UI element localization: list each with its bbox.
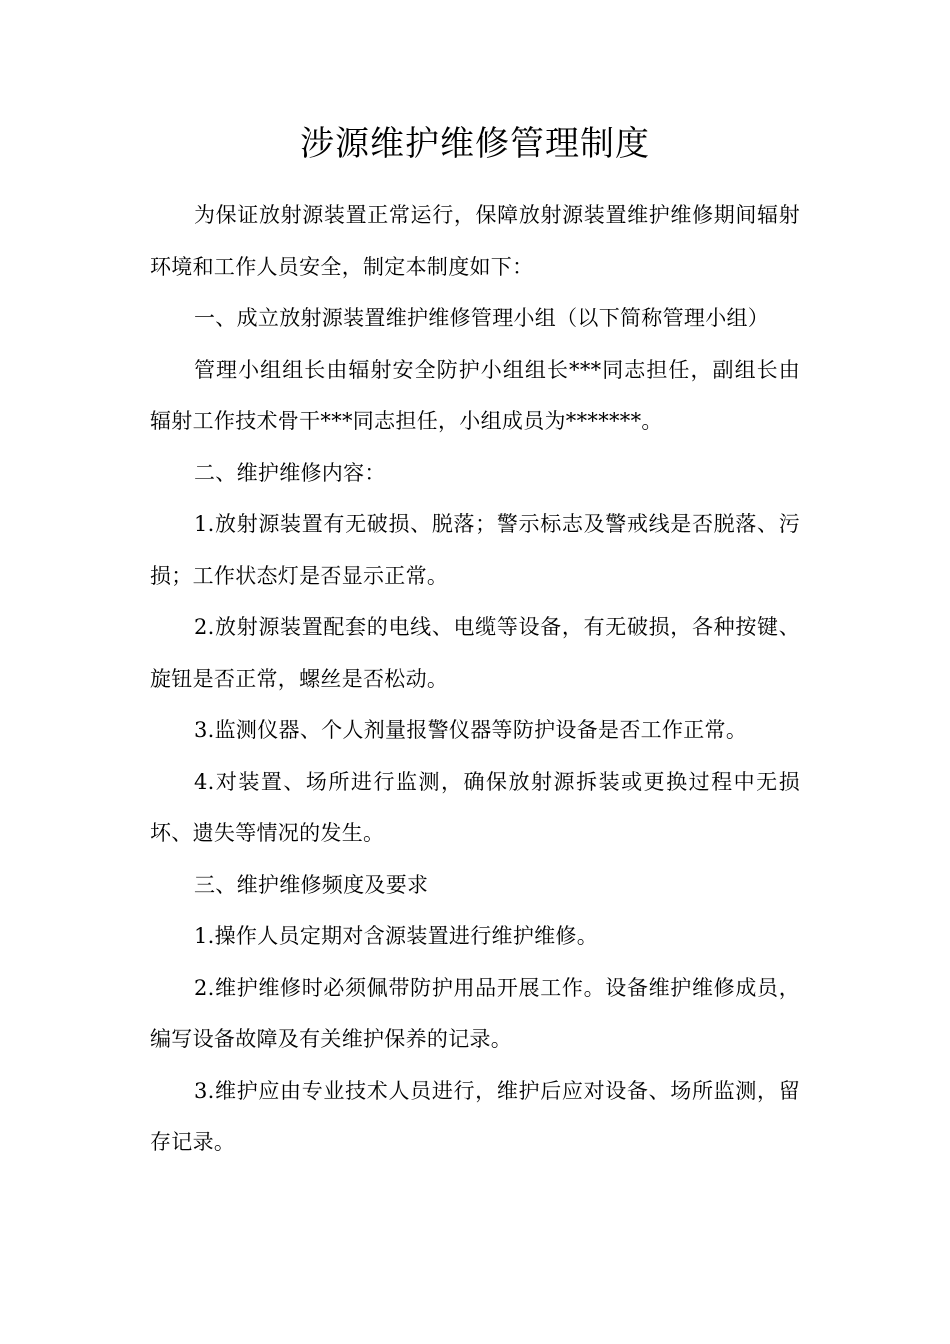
list-item: 3.维护应由专业技术人员进行，维护后应对设备、场所监测，留存记录。 xyxy=(150,1078,800,1154)
paragraph-group-members: 管理小组组长由辐射安全防护小组组长***同志担任，副组长由辐射工作技术骨干***同志担任，小组成员为*******。 xyxy=(150,357,800,433)
document-title: 涉源维护维修管理制度 xyxy=(300,124,650,164)
document-body xyxy=(150,190,800,1169)
list-item: 1.操作人员定期对含源装置进行维护维修。 xyxy=(194,924,599,948)
list-item: 2.放射源装置配套的电线、电缆等设备，有无破损，各种按键、旋钮是否正常，螺丝是否松动。 xyxy=(150,615,800,691)
section-heading-1: 一、成立放射源装置维护维修管理小组（以下简称管理小组） xyxy=(194,306,770,330)
section-heading-3: 三、维护维修频度及要求 xyxy=(194,872,429,897)
section-heading-2: 二、维护维修内容： xyxy=(194,460,386,485)
list-item: 1.放射源装置有无破损、脱落；警示标志及警戒线是否脱落、污损；工作状态灯是否显示正常。 xyxy=(150,512,800,588)
list-item: 4.对装置、场所进行监测，确保放射源拆装或更换过程中无损坏、遗失等情况的发生。 xyxy=(150,769,800,845)
paragraph-intro: 为保证放射源装置正常运行，保障放射源装置维护维修期间辐射环境和工作人员安全，制定本制度如下： xyxy=(150,203,800,279)
list-item: 2.维护维修时必须佩带防护用品开展工作。设备维护维修成员，编写设备故障及有关维护保养的记录。 xyxy=(150,975,800,1051)
list-item: 3.监测仪器、个人剂量报警仪器等防护设备是否工作正常。 xyxy=(194,718,748,742)
